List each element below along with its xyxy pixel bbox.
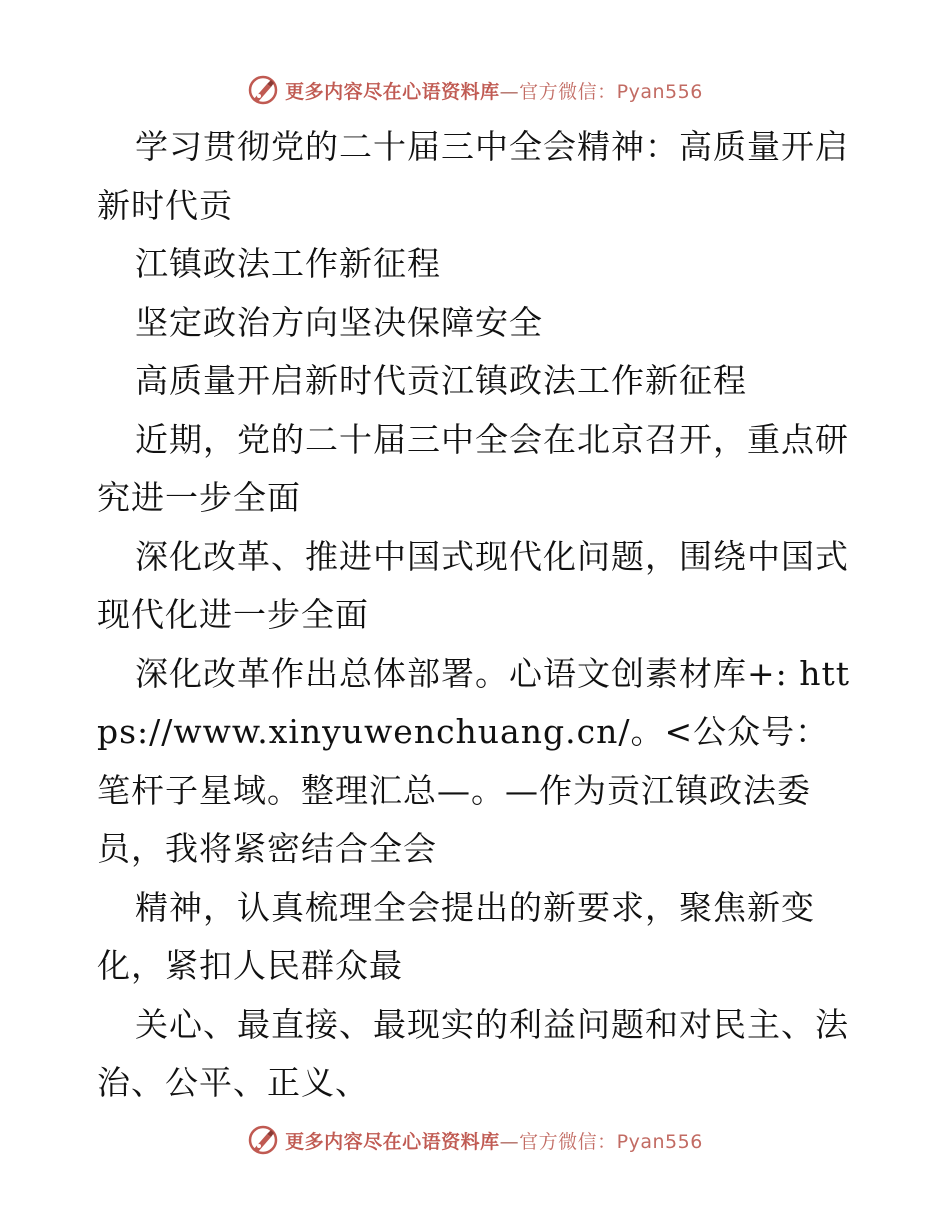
footer-banner-title: 更多内容尽在心语资料库 — [285, 1130, 500, 1153]
paragraph-subtitle-1: 江镇政法工作新征程 — [135, 244, 441, 283]
header-banner — [0, 70, 950, 110]
footer-banner-text — [285, 1127, 703, 1154]
pen-circle-logo-icon — [247, 74, 279, 106]
header-banner-separator: — — [499, 80, 520, 103]
paragraph-body-5: 关心、最直接、最现实的利益问题和对民主、法治、公平、正义、 — [97, 1004, 849, 1102]
footer-banner-separator: — — [499, 1130, 520, 1153]
paragraph-body-4: 精神，认真梳理全会提出的新要求，聚焦新变化，紧扣人民群众最 — [97, 887, 815, 985]
pen-circle-logo-icon — [247, 1124, 279, 1156]
paragraph-title: 学习贯彻党的二十届三中全会精神：高质量开启新时代贡 — [97, 127, 849, 225]
footer-banner — [0, 1120, 950, 1160]
paragraph-subtitle-2: 坚定政治方向坚决保障安全 — [135, 302, 543, 342]
document-body — [97, 118, 857, 1113]
footer-banner-wechat: 官方微信：Pyan556 — [519, 1130, 703, 1153]
paragraph-subtitle-3: 高质量开启新时代贡江镇政法工作新征程 — [135, 361, 747, 400]
header-banner-title: 更多内容尽在心语资料库 — [285, 80, 500, 103]
header-banner-wechat: 官方微信：Pyan556 — [519, 80, 703, 103]
header-banner-text — [285, 77, 703, 104]
paragraph-body-2: 深化改革、推进中国式现代化问题，围绕中国式现代化进一步全面 — [97, 536, 849, 634]
paragraph-body-3: 深化改革作出总体部署。心语文创素材库+: https://www.xinyuwenchuang.cn/。<公众号：笔杆子星域。整理汇总—。—作为贡江镇政法委员，我将紧密结合全会 — [97, 653, 851, 868]
paragraph-body-1: 近期，党的二十届三中全会在北京召开，重点研究进一步全面 — [97, 419, 849, 517]
